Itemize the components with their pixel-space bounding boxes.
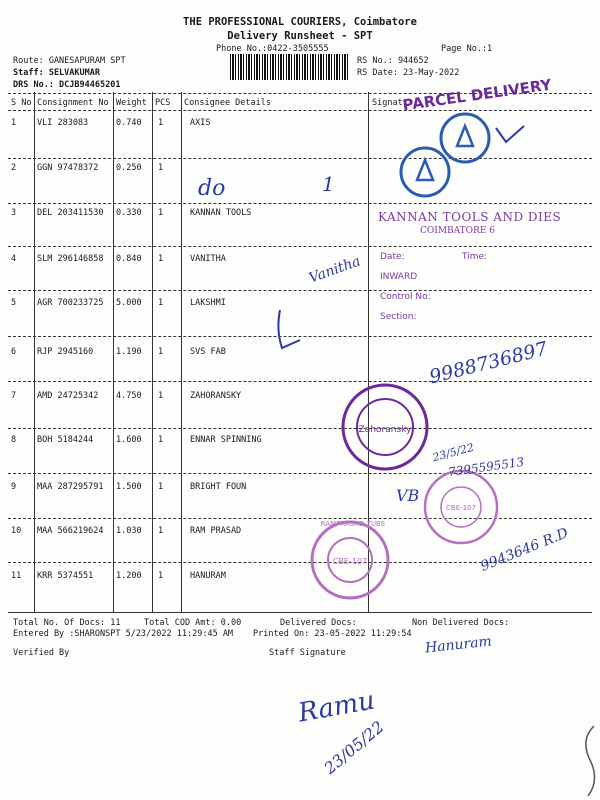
row-weight: 0.740 [116,118,142,128]
row-pcs: 1 [158,526,164,536]
row-pcs: 1 [158,298,164,308]
printed-on: Printed On: 23-05-2022 11:29:54 [253,629,412,639]
total-cod: Total COD Amt: 0.00 [144,618,242,628]
kannan-stamp-inward: INWARD [380,272,418,282]
row-sno: 8 [11,435,17,445]
kannan-stamp-section: Section: [380,312,417,322]
staff-label: Staff: SELVAKUMAR [13,68,100,78]
row-consignment: MAA 566219624 [37,526,104,536]
row-consignee: HANURAM [190,571,226,581]
row-weight: 1.200 [116,571,142,581]
handwritten-verified-signature: Ramu [295,685,378,729]
col-header-pcs: PCS [155,98,171,108]
row-pcs: 1 [158,208,164,218]
table-row [0,163,600,207]
zahoransky-round-stamp [338,380,433,475]
row-consignee: ZAHORANSKY [190,391,242,401]
row-pcs: 1 [158,347,164,357]
row-pcs: 1 [158,482,164,492]
row-consignee: SVS FAB [190,347,226,357]
row-consignment: AGR 700233725 [37,298,104,308]
row-pcs: 1 [158,118,164,128]
document-title: Delivery Runsheet - SPT [227,30,373,42]
handwritten-date-row8: 23/5/22 [431,440,476,465]
rs-date: RS Date: 23-May-2022 [357,68,460,78]
row-weight: 0.330 [116,208,142,218]
handwritten-phone-3: 9943646 R.D [478,525,571,575]
barcode [230,54,348,80]
row-rule [8,246,592,247]
table-row [0,254,600,298]
company-title: THE PROFESSIONAL COURIERS, Coimbatore [183,16,417,28]
col-header-weight: Weight [116,98,147,108]
row-rule [8,203,592,204]
row-rule [8,290,592,291]
row-consignment: MAA 287295791 [37,482,104,492]
delivered-docs: Delivered Docs: [280,618,357,628]
kannan-stamp-time: Time: [462,252,488,262]
drs-number: DRS No.: DCJB94465201 [13,80,121,90]
col-header-consignee: Consignee Details [184,98,271,108]
kannan-stamp-name: KANNAN TOOLS AND DIES [378,210,562,224]
row-consignment: GGN 97478372 [37,163,99,173]
row-weight: 1.030 [116,526,142,536]
handwritten-phone-2: 7395595513 [447,454,525,480]
ramprasad-stamp-text: RAMPRASAD TUBE [320,520,386,528]
row-pcs: 1 [158,391,164,401]
row-rule [8,381,592,382]
row-pcs: 1 [158,435,164,445]
kannan-stamp-date: Date: [380,252,405,262]
row-pcs: 1 [158,163,164,173]
row-consignee: RAM PRASAD [190,526,242,536]
handwritten-verified-date: 23/05/22 [320,717,388,778]
row-weight: 4.750 [116,391,142,401]
handwritten-mark: 1 [322,172,335,196]
row-sno: 3 [11,208,17,218]
cbe-round-stamp [420,466,502,548]
table-row [0,482,600,526]
zahoransky-stamp-text: Zahoransky [358,425,412,435]
handwritten-phone-1: 9988736897 [427,337,550,389]
row-sno: 11 [11,571,22,581]
table-bottom-rule [8,612,592,613]
staff-signature-label: Staff Signature [269,648,346,658]
route-label: Route: GANESAPURAM SPT [13,56,126,66]
row-consignment: SLM 296146858 [37,254,104,264]
table-header-rule [8,110,592,111]
row-consignee: ENNAR SPINNING [190,435,262,445]
row-weight: 0.840 [116,254,142,264]
phone-number: Phone No.:0422-3505555 [216,44,329,54]
row-consignment: BOH 5184244 [37,435,94,445]
row-weight: 1.600 [116,435,142,445]
row-sno: 9 [11,482,17,492]
col-header-consignment: Consignment No [37,98,109,108]
row-rule [8,158,592,159]
row-consignment: DEL 203411530 [37,208,104,218]
handwritten-hanuram: Hanuram [424,633,493,657]
row-sno: 1 [11,118,17,128]
row-sno: 5 [11,298,17,308]
row-pcs: 1 [158,571,164,581]
row-rule [8,428,592,429]
kannan-stamp-control: Control No: [380,292,431,302]
non-delivered-docs: Non Delivered Docs: [412,618,510,628]
row-weight: 1.190 [116,347,142,357]
table-row [0,571,600,615]
handwritten-do: do [198,176,226,201]
cbe-stamp-text: CBE-107 [446,504,476,512]
page-edge-scribble [560,720,600,800]
row-weight: 1.500 [116,482,142,492]
row-consignee: AXIS [190,118,211,128]
handwritten-tick [490,120,530,150]
row-sno: 4 [11,254,17,264]
row-sno: 2 [11,163,17,173]
row-consignment: KRR 5374551 [37,571,94,581]
handwritten-vanitha: Vanitha [306,253,363,287]
handwritten-check-mark [270,300,310,360]
row-consignee: VANITHA [190,254,226,264]
row-sno: 6 [11,347,17,357]
cbe-stamp-text-2: CBE-107 [332,557,368,566]
entered-by: Entered By :SHARONSPT 5/23/2022 11:29:45 AM [13,629,234,639]
row-sno: 10 [11,526,22,536]
row-consignment: VLI 283083 [37,118,89,128]
total-docs: Total No. Of Docs: 11 [13,618,121,628]
parcel-delivery-stamp: PARCEL DELIVERY [401,75,553,115]
row-sno: 7 [11,391,17,401]
col-header-signature: Signat [372,98,403,108]
page-number: Page No.:1 [441,44,493,54]
row-weight: 5.000 [116,298,142,308]
kannan-stamp-city: COIMBATORE 6 [420,226,495,236]
row-consignee: KANNAN TOOLS [190,208,252,218]
row-weight: 0.250 [116,163,142,173]
row-rule [8,473,592,474]
row-consignee: LAKSHMI [190,298,226,308]
row-rule [8,518,592,519]
row-consignment: AMD 24725342 [37,391,99,401]
verified-by-label: Verified By [13,648,70,658]
row-consignee: BRIGHT FOUN [190,482,247,492]
row-consignment: RJP 2945160 [37,347,94,357]
row-pcs: 1 [158,254,164,264]
handwritten-sign-row9: VB [396,486,420,505]
col-header-sno: S No [11,98,32,108]
rs-number: RS No.: 944652 [357,56,429,66]
axis-round-stamp [390,110,500,200]
ramprasad-round-stamp [305,512,410,612]
